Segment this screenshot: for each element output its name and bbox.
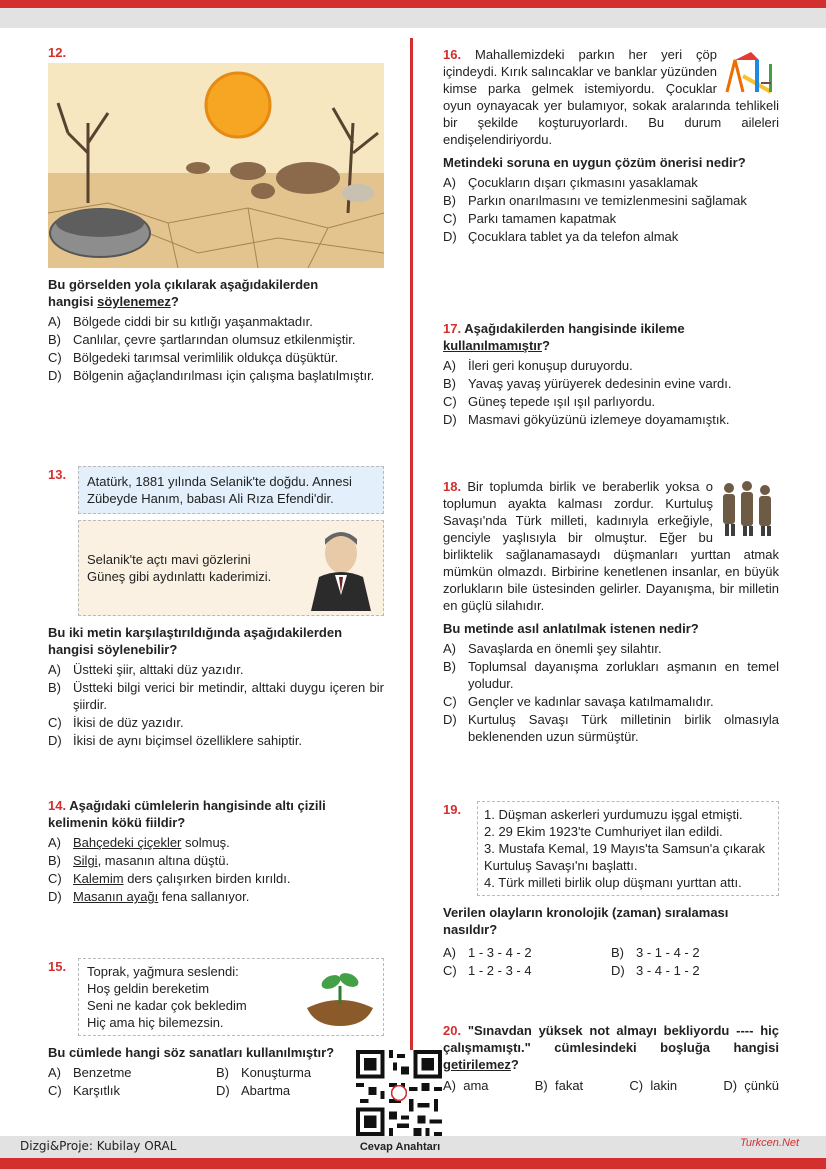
option-text: Abartma	[241, 1083, 291, 1098]
option-a[interactable]	[443, 640, 779, 657]
option-letter: C)	[443, 694, 457, 709]
option-letter: B)	[443, 659, 456, 674]
option-letter: C)	[48, 1083, 62, 1098]
option-letter: B)	[443, 193, 456, 208]
passage-text: Bir toplumda birlik ve beraberlik yoksa o toplumun ayakta kalması zordur. Kurtuluş Savaşı'nda Türk milleti, kadınıyla erkeğiyle, genciyle yaşlısıyla bir olmuştur. Eğer bu birliktelik sağlanamasaydı düşmanları yurttan atmak mümkün olmazdı. Birbirine kenetlenen insanlar, en büyük zorlukların bile üstesinden gelirler. Dayanışma, bir milletin en güçlü silahıdır.	[443, 479, 779, 613]
option-c[interactable]	[443, 962, 611, 979]
option-text: fakat	[554, 1078, 584, 1093]
question-stem-part: ?	[170, 294, 179, 309]
question-number: 16.	[443, 47, 462, 62]
option-text: Canlılar, çevre şartlarından olumsuz etkilenmiştir.	[73, 332, 356, 347]
footer-credit: Dizgi&Proje: Kubilay ORAL	[20, 1139, 177, 1153]
sprout-soil-icon	[305, 968, 375, 1026]
option-d[interactable]	[443, 711, 779, 745]
underlined-word: Bahçedeki çiçekler	[73, 835, 182, 850]
option-b[interactable]	[611, 944, 779, 961]
question-stem-part: ?	[510, 1057, 519, 1072]
option-letter: C)	[48, 715, 62, 730]
option-text: İkisi de aynı biçimsel özelliklere sahiptir.	[73, 733, 303, 748]
question-number: 20.	[443, 1023, 462, 1038]
option-text: çünkü	[744, 1078, 779, 1093]
option-letter: B)	[48, 680, 61, 695]
option-letter: D)	[216, 1083, 230, 1098]
option-text: Bölgede ciddi bir su kıtlığı yaşanmaktadır.	[73, 314, 313, 329]
question-number: 18.	[443, 479, 462, 494]
question-13	[48, 466, 384, 750]
option-d[interactable]	[723, 1077, 779, 1094]
column-divider	[410, 38, 413, 1138]
option-text: , masanın altına düştü.	[97, 853, 230, 868]
option-text: Konuşturma	[241, 1065, 312, 1080]
option-b[interactable]	[48, 852, 384, 869]
poem-box	[78, 520, 384, 616]
option-letter: A)	[48, 835, 61, 850]
option-text: İkisi de düz yazıdır.	[73, 715, 184, 730]
question-stem: Bu metinde asıl anlatılmak istenen nedir?	[443, 621, 699, 636]
option-text: Üstteki şiir, alttaki düz yazıdır.	[73, 662, 244, 677]
option-letter: C)	[629, 1078, 644, 1093]
option-a[interactable]	[48, 313, 384, 330]
top-red-bar	[0, 0, 826, 8]
option-a[interactable]	[443, 944, 611, 961]
option-letter: D)	[48, 733, 62, 748]
option-text: Toplumsal dayanışma zorlukları aşmanın en temel yoludur.	[468, 659, 779, 691]
option-c[interactable]	[48, 349, 384, 366]
underlined-word: söylenemez	[97, 294, 171, 309]
option-b[interactable]	[443, 192, 779, 209]
option-letter: B)	[534, 1078, 548, 1093]
option-text: Masmavi gökyüzünü izlemeye doyamamıştık.	[468, 412, 730, 427]
prose-box: Atatürk, 1881 yılında Selanik'te doğdu. Annesi Zübeyde Hanım, babası Ali Rıza Efendi'dir.	[78, 466, 384, 514]
option-letter: C)	[443, 394, 457, 409]
question-number: 12.	[48, 45, 67, 60]
question-20	[443, 1022, 779, 1094]
option-c[interactable]	[443, 210, 779, 227]
option-letter: A)	[48, 662, 61, 677]
option-text: Bölgedeki tarımsal verimlilik oldukça düşüktür.	[73, 350, 339, 365]
events-box	[477, 801, 779, 896]
poem-line: Hoş geldin bereketim	[87, 981, 210, 996]
option-letter: C)	[443, 963, 457, 978]
poem-line: Güneş gibi aydınlattı kaderimizi.	[87, 569, 272, 584]
option-text: Parkın onarılmasını ve temizlenmesini sağlamak	[468, 193, 747, 208]
option-c[interactable]	[443, 693, 779, 710]
option-text: lakin	[650, 1078, 678, 1093]
option-letter: C)	[443, 211, 457, 226]
underlined-word: Kalemim	[73, 871, 124, 886]
underlined-word: Silgi	[73, 853, 98, 868]
option-letter: D)	[443, 412, 457, 427]
option-text: ders çalışırken birden kırıldı.	[123, 871, 291, 886]
option-letter: B)	[216, 1065, 229, 1080]
soldiers-illustration	[717, 478, 779, 538]
option-c[interactable]	[48, 1082, 216, 1099]
brand-logo: Turkcen.Net	[740, 1137, 800, 1149]
playground-icon	[721, 46, 779, 94]
option-d[interactable]	[443, 228, 779, 245]
question-number: 15.	[48, 959, 67, 974]
option-c[interactable]	[48, 714, 384, 731]
option-letter: A)	[443, 945, 456, 960]
option-letter: D)	[443, 712, 457, 727]
option-letter: B)	[48, 853, 61, 868]
question-stem: Aşağıdaki cümlelerin hangisinde altı çizili kelimenin kökü fiildir?	[48, 798, 326, 830]
question-number: 13.	[48, 467, 67, 482]
question-stem-part: ?	[541, 338, 550, 353]
event-item: 1. Düşman askerleri yurdumuzu işgal etmişti.	[484, 807, 743, 822]
option-c[interactable]	[48, 870, 384, 887]
bottom-red-bar	[0, 1158, 826, 1169]
option-d[interactable]	[611, 962, 779, 979]
question-number: 17.	[443, 321, 462, 336]
option-d[interactable]	[48, 732, 384, 749]
question-stem: Bu görselden yola çıkılarak aşağıdakilerden	[48, 277, 319, 292]
option-text: Karşıtlık	[73, 1083, 120, 1098]
option-text: Parkı tamamen kapatmak	[468, 211, 617, 226]
option-text: Çocuklara tablet ya da telefon almak	[468, 229, 679, 244]
poem-line: Seni ne kadar çok bekledim	[87, 998, 247, 1013]
option-a[interactable]	[48, 1064, 216, 1081]
question-stem: Bu cümlede hangi söz sanatları kullanılmıştır?	[48, 1045, 335, 1060]
option-text: 1 - 3 - 4 - 2	[468, 945, 532, 960]
option-letter: D)	[723, 1078, 738, 1093]
question-stem-part: hangisi	[48, 294, 98, 309]
option-letter: D)	[48, 368, 62, 383]
drought-illustration	[48, 63, 384, 268]
question-stem: Metindeki soruna en uygun çözüm önerisi nedir?	[443, 155, 746, 170]
qr-code-icon	[356, 1050, 442, 1136]
poem-line: Hiç ama hiç bilemezsin.	[87, 1015, 224, 1030]
option-text: Benzetme	[73, 1065, 132, 1080]
option-letter: D)	[611, 963, 625, 978]
answer-key-qr-code[interactable]	[356, 1050, 442, 1138]
option-letter: C)	[48, 871, 62, 886]
option-text: Bölgenin ağaçlandırılması için çalışma başlatılmıştır.	[73, 368, 375, 383]
option-letter: A)	[48, 1065, 61, 1080]
option-letter: B)	[611, 945, 624, 960]
option-b[interactable]	[535, 1077, 583, 1094]
option-a[interactable]	[443, 357, 779, 374]
option-text: Güneş tepede ışıl ışıl parlıyordu.	[468, 394, 656, 409]
option-text: Gençler ve kadınlar savaşa katılmamalıdır.	[468, 694, 714, 709]
underlined-word: getirilemez	[443, 1057, 511, 1072]
option-letter: A)	[443, 641, 456, 656]
option-text: ama	[463, 1078, 489, 1093]
question-18	[443, 478, 779, 746]
question-stem: Bu iki metin karşılaştırıldığında aşağıdakilerden hangisi söylenebilir?	[48, 625, 343, 657]
option-a[interactable]	[443, 174, 779, 191]
qr-label: Cevap Anahtarı	[359, 1141, 441, 1153]
question-12	[48, 44, 384, 385]
option-a[interactable]	[443, 1077, 489, 1094]
question-stem: Verilen olayların kronolojik (zaman) sıralaması nasıldır?	[443, 905, 729, 937]
option-d[interactable]	[48, 367, 384, 384]
question-19	[443, 801, 779, 979]
option-b[interactable]	[443, 375, 779, 392]
option-c[interactable]	[629, 1077, 677, 1094]
option-text: 1 - 2 - 3 - 4	[468, 963, 532, 978]
question-stem: "Sınavdan yüksek not almayı bekliyordu ---- hiç çalışmamıştı." cümlesindeki boşluğa hangisi	[443, 1023, 779, 1055]
question-15	[48, 958, 384, 1099]
option-text: fena sallanıyor.	[158, 889, 250, 904]
option-text: Kurtuluş Savaşı Türk milletinin birlik olmasıyla beklenenden uzun sürmüştür.	[468, 712, 779, 744]
question-number: 19.	[443, 802, 462, 817]
option-text: solmuş.	[181, 835, 230, 850]
option-text: İleri geri konuşup duruyordu.	[468, 358, 633, 373]
option-letter: D)	[48, 889, 62, 904]
option-d[interactable]	[48, 888, 384, 905]
option-letter: C)	[48, 350, 62, 365]
underlined-word: kullanılmamıştır	[443, 338, 542, 353]
option-a[interactable]	[48, 834, 384, 851]
top-gray-bar	[0, 8, 826, 28]
poem-box	[78, 958, 384, 1036]
question-stem: Aşağıdakilerden hangisinde ikileme	[464, 321, 685, 336]
question-number: 14.	[48, 798, 67, 813]
option-b[interactable]	[443, 658, 779, 692]
option-letter: B)	[443, 376, 456, 391]
question-16	[443, 46, 779, 246]
option-letter: B)	[48, 332, 61, 347]
ataturk-portrait	[303, 525, 375, 611]
option-c[interactable]	[443, 393, 779, 410]
option-letter: A)	[48, 314, 61, 329]
option-letter: A)	[443, 358, 456, 373]
option-text: Savaşlarda en önemli şey silahtır.	[468, 641, 662, 656]
option-letter: A)	[443, 1078, 456, 1093]
option-letter: D)	[443, 229, 457, 244]
option-a[interactable]	[48, 661, 384, 678]
option-text: Yavaş yavaş yürüyerek dedesinin evine vardı.	[468, 376, 732, 391]
poem-line: Toprak, yağmura seslendi:	[87, 964, 239, 979]
option-text: Üstteki bilgi verici bir metindir, alttaki duygu içeren bir şiirdir.	[73, 680, 384, 712]
option-b[interactable]	[48, 679, 384, 713]
passage-text: Mahallemizdeki parkın her yeri çöp içindeydi. Kırık salıncaklar ve banklar yüzünden kimse parka gelmek istemiyordu. Çocuklar oyun oynayacak yer bulamıyor, sokak aralarında tehlikeli bir şekilde koşturuyorlardı. Bu durum aileleri endişelendiriyordu.	[443, 47, 779, 147]
option-d[interactable]	[443, 411, 779, 428]
option-b[interactable]	[48, 331, 384, 348]
underlined-word: Masanın ayağı	[73, 889, 159, 904]
poem-line: Selanik'te açtı mavi gözlerini	[87, 552, 251, 567]
event-item: 2. 29 Ekim 1923'te Cumhuriyet ilan edildi.	[484, 824, 723, 839]
event-item: 3. Mustafa Kemal, 19 Mayıs'ta Samsun'a çıkarak Kurtuluş Savaşı'nı başlattı.	[484, 841, 765, 873]
option-text: 3 - 4 - 1 - 2	[636, 963, 700, 978]
question-17	[443, 320, 779, 429]
option-text: Çocukların dışarı çıkmasını yasaklamak	[468, 175, 698, 190]
question-14	[48, 797, 384, 906]
option-letter: A)	[443, 175, 456, 190]
option-text: 3 - 1 - 4 - 2	[636, 945, 700, 960]
event-item: 4. Türk milleti birlik olup düşmanı yurttan attı.	[484, 875, 742, 890]
